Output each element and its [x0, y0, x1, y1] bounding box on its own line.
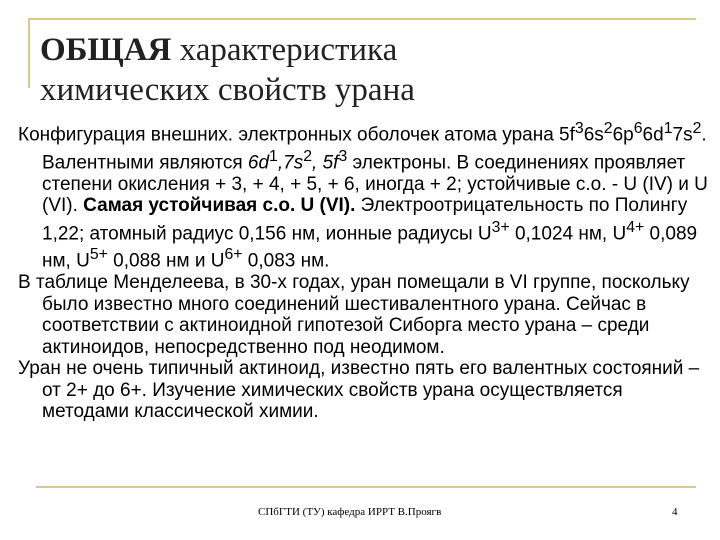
superscript: 6+ — [224, 246, 243, 264]
paragraph-periodic-table: В таблице Менделеева, в 30-х годах, уран помещали в VI группе, поскольку было известно много соединений шестивалентного урана. Сейчас в соответствии с актиноидной гипотезой Сиборга место урана – среди актиноидов, непосредственно под неодимом. — [18, 272, 690, 358]
superscript: 1 — [269, 147, 278, 165]
text-segment: Электроотрицательность по Полингу 1,22; атомный радиус 0,156 нм, ионные радиусы U — [42, 195, 688, 244]
frame-left-line — [28, 18, 30, 88]
text-segment: электроны. В соединениях проявляет степени окисления + 3, + 4, + 5, + 6, иногда + 2; устойчивые с.о. - U (IV) и U (VI). — [42, 152, 708, 217]
italic-segment: ,7s — [277, 152, 304, 174]
slide-title — [40, 30, 700, 110]
superscript: 6 — [633, 120, 643, 137]
frame-top-line — [28, 18, 696, 20]
superscript: 2 — [303, 147, 313, 165]
title-bold-word: ОБЩАЯ — [40, 32, 172, 68]
superscript: 2 — [603, 120, 613, 137]
text-segment: . Валентными являются — [42, 124, 707, 174]
title-rest: характеристика — [171, 32, 398, 68]
superscript: 3 — [338, 147, 348, 165]
text-segment: 0,1024 нм, U — [509, 222, 627, 244]
text-segment: 0,083 нм. — [242, 250, 330, 272]
text-segment: 0,088 нм и U — [107, 250, 225, 272]
superscript: 3 — [574, 120, 584, 137]
italic-segment: , 5f — [312, 152, 339, 174]
superscript: 2 — [692, 120, 702, 137]
footer-text: СПбГТИ (ТУ) кафедра ИРРТ В.Проягв — [258, 506, 442, 518]
superscript: 1 — [663, 120, 673, 137]
superscript: 3+ — [491, 218, 510, 236]
superscript: 4+ — [626, 218, 645, 236]
title-line-2: химических свойств урана — [40, 72, 415, 108]
text-segment: 0,089 нм, U — [42, 222, 698, 272]
text-segment: 6p — [612, 124, 634, 146]
italic-segment: 6d — [247, 152, 270, 174]
superscript: 5+ — [89, 246, 108, 264]
paragraph-actinoid: Уран не очень типичный актиноид, известно пять его валентных состояний – от 2+ до 6+. Изучение химических свойств урана осуществляется методами классической химии. — [18, 358, 700, 423]
slide-body — [18, 118, 708, 423]
text-segment: 6d — [642, 124, 664, 146]
frame-bottom-line — [36, 486, 696, 488]
text-segment: Конфигурация внешних. электронных оболочек атома урана 5f — [18, 124, 575, 146]
text-segment: 6s — [583, 124, 604, 146]
text-segment: 7s — [672, 124, 693, 146]
page-number: 4 — [672, 506, 678, 518]
bold-segment: Самая устойчивая с.о. U (VI). — [83, 195, 356, 217]
paragraph-configuration — [18, 118, 708, 272]
